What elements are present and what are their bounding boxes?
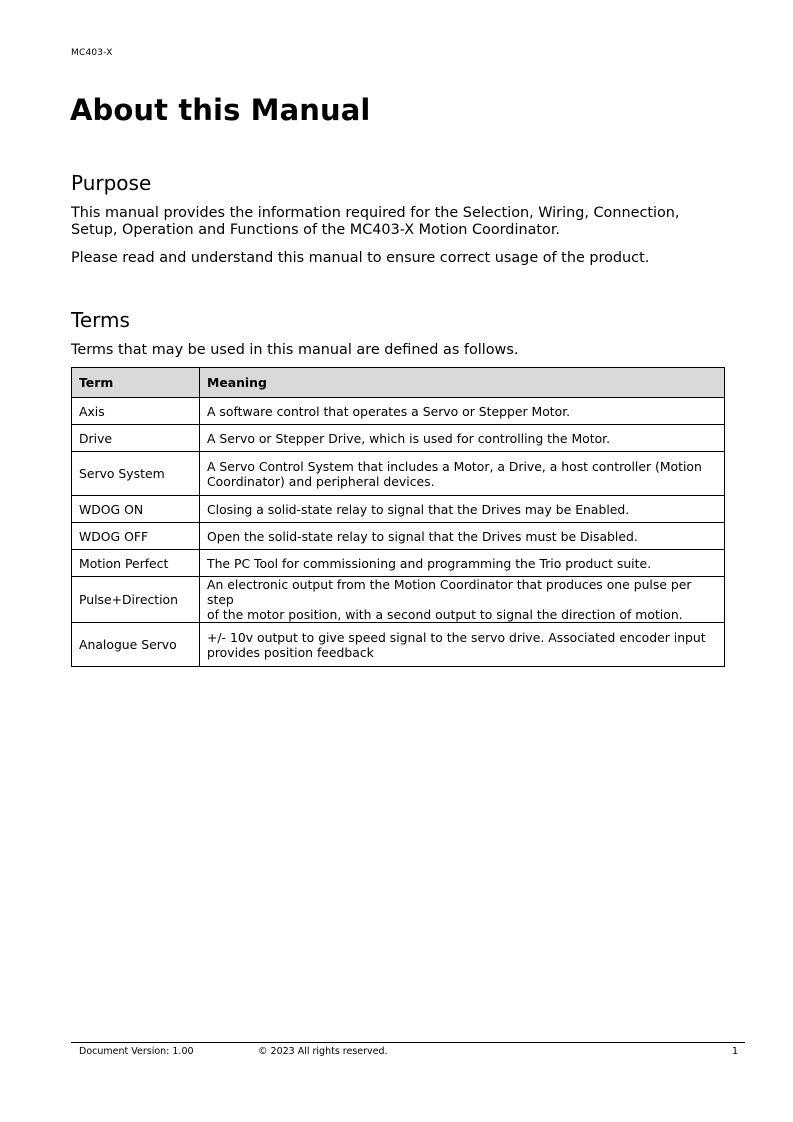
meaning-line: Coordinator) and peripheral devices. [207,473,435,489]
purpose-paragraph-1 [71,205,731,239]
meaning-cell [200,496,725,523]
meaning-line: A Servo Control System that includes a Motor, a Drive, a host controller (Motion [207,458,702,474]
term-cell: WDOG OFF [72,523,200,550]
meaning-line: A software control that operates a Servo or Stepper Motor. [207,403,571,419]
meaning-line: Open the solid-state relay to signal that the Drives must be Disabled. [207,528,638,544]
terms-table [71,367,725,667]
term-cell: WDOG ON [72,496,200,523]
term-cell: Motion Perfect [72,550,200,577]
meaning-line: Closing a solid-state relay to signal that the Drives may be Enabled. [207,501,630,517]
table-row [72,398,725,425]
table-row [72,577,725,623]
term-cell: Pulse+Direction [72,577,200,623]
purpose-heading: Purpose [71,171,152,195]
term-cell: Drive [72,425,200,452]
terms-intro: Terms that may be used in this manual are defined as follows. [71,342,519,358]
meaning-line: provides position feedback [207,644,374,660]
terms-table-header-row [72,368,725,398]
footer-page-number: 1 [732,1046,739,1057]
term-cell: Axis [72,398,200,425]
term-cell: Analogue Servo [72,623,200,667]
meaning-cell [200,425,725,452]
page-title: About this Manual [70,93,371,127]
table-row [72,425,725,452]
meaning-cell [200,452,725,496]
header-product-code: MC403-X [71,48,113,58]
table-row [72,496,725,523]
meaning-cell [200,623,725,667]
column-header-term: Term [72,368,200,398]
terms-heading: Terms [71,308,130,332]
purpose-paragraph-1-line-1: This manual provides the information required for the Selection, Wiring, Connection, [71,205,680,221]
table-row [72,523,725,550]
meaning-cell [200,577,725,623]
meaning-line: An electronic output from the Motion Coordinator that produces one pulse per step [207,577,692,607]
table-row [72,623,725,667]
column-header-meaning: Meaning [200,368,725,398]
term-cell: Servo System [72,452,200,496]
meaning-cell [200,398,725,425]
meaning-line: +/- 10v output to give speed signal to the servo drive. Associated encoder input [207,629,706,645]
footer-divider [71,1042,745,1043]
purpose-paragraph-2: Please read and understand this manual to ensure correct usage of the product. [71,250,650,266]
meaning-line: of the motor position, with a second output to signal the direction of motion. [207,607,683,622]
purpose-paragraph-1-line-2: Setup, Operation and Functions of the MC403-X Motion Coordinator. [71,222,560,238]
table-row [72,550,725,577]
table-row [72,452,725,496]
footer-document-version: Document Version: 1.00 [79,1046,194,1057]
footer-copyright: © 2023 All rights reserved. [258,1046,388,1057]
meaning-cell [200,523,725,550]
meaning-line: A Servo or Stepper Drive, which is used for controlling the Motor. [207,430,611,446]
meaning-cell [200,550,725,577]
meaning-line: The PC Tool for commissioning and programming the Trio product suite. [207,555,652,571]
